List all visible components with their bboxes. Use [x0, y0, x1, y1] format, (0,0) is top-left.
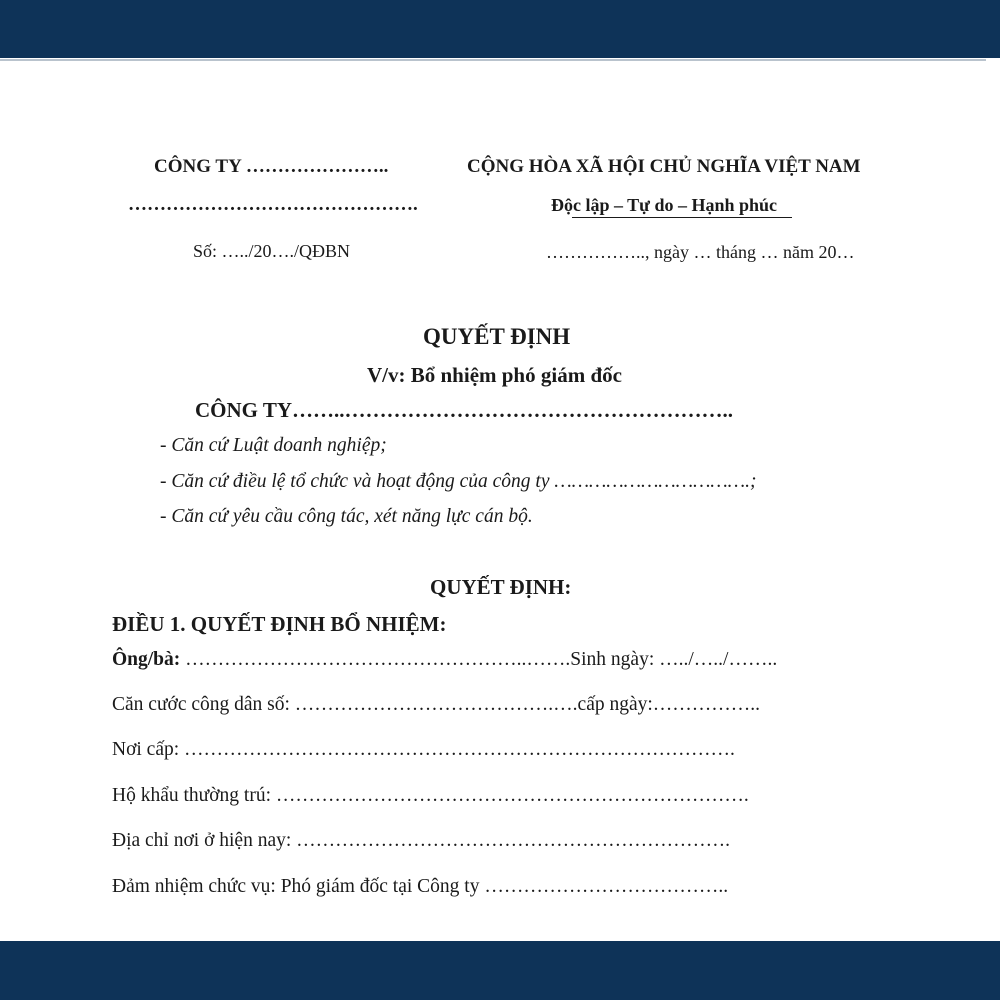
id-line: Căn cước công dân số: ………………………………….….cấp ngày:…………….. [112, 694, 761, 715]
basis-requirement: - Căn cứ yêu cầu công tác, xét năng lực cán bộ. [160, 506, 533, 527]
article-1: ĐIỀU 1. QUYẾT ĐỊNH BỔ NHIỆM: [112, 612, 447, 636]
top-banner [0, 0, 1000, 58]
person-dots: ……………………………………………..…….Sinh ngày: …../…../…….. [185, 649, 778, 670]
decision-title: QUYẾT ĐỊNH [423, 324, 571, 349]
issued-place-line: Nơi cấp: …………………………………………………………………………. [112, 739, 735, 760]
person-line [112, 649, 777, 671]
permanent-address-line: Hộ khẩu thường trú: ………………………………………………………………. [112, 785, 749, 806]
current-address-line: Địa chỉ nơi ở hiện nay: …………………………………………………………. [112, 830, 731, 851]
company-line: CÔNG TY ………………….. [154, 156, 389, 177]
top-divider [0, 59, 986, 61]
decision-subject: V/v: Bổ nhiệm phó giám đốc [367, 363, 622, 387]
basis-law: - Căn cứ Luật doanh nghiệp; [160, 435, 387, 456]
decision-heading: QUYẾT ĐỊNH: [430, 575, 572, 599]
motto: Độc lập – Tự do – Hạnh phúc [551, 195, 778, 215]
person-label: Ông/bà: [112, 649, 181, 670]
bottom-banner [0, 941, 1000, 1000]
issuer-line: CÔNG TY……..……………………………………………….. [195, 398, 734, 422]
basis-charter: - Căn cứ điều lệ tổ chức và hoạt động của công ty …………………………….; [160, 471, 757, 492]
motto-underline [572, 217, 792, 218]
company-dots: ………………………………………. [128, 194, 418, 215]
date-line: …………….., ngày … tháng … năm 20… [546, 242, 855, 262]
document-number: Số: …../20…./QĐBN [193, 241, 351, 261]
position-line: Đảm nhiệm chức vụ: Phó giám đốc tại Công ty ……………………………….. [112, 876, 729, 897]
republic-title: CỘNG HÒA XÃ HỘI CHỦ NGHĨA VIỆT NAM [467, 156, 861, 177]
